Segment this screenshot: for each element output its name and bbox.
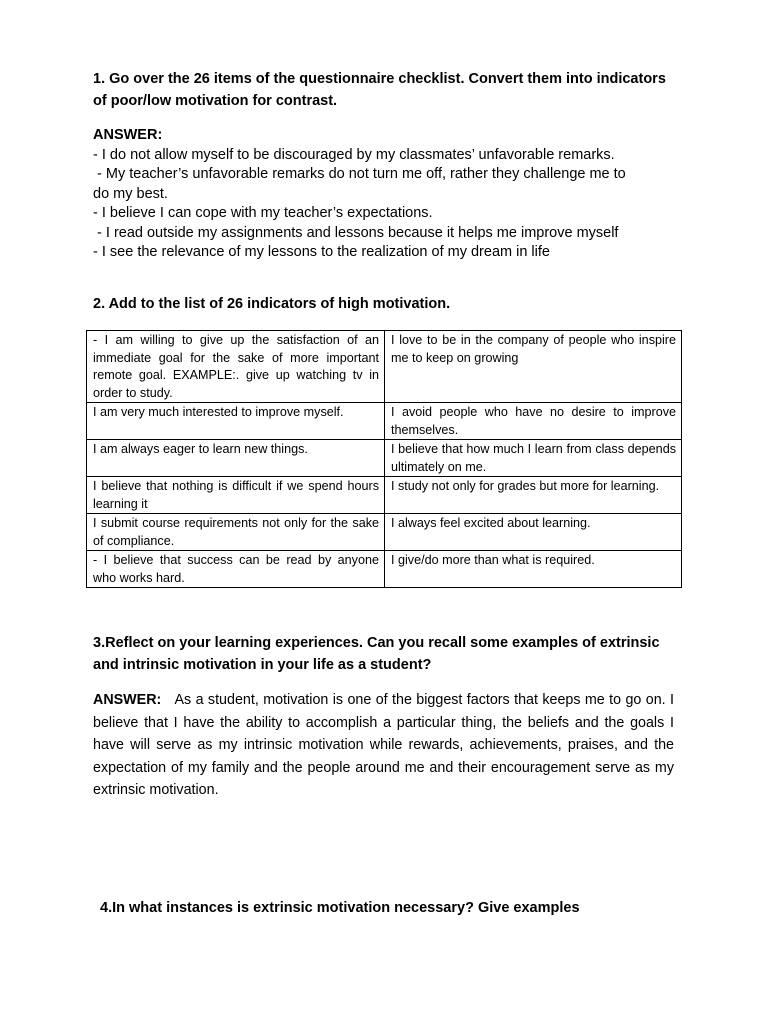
answer-1-line: - My teacher’s unfavorable remarks do not turn me off, rather they challenge me to xyxy=(93,166,626,182)
question-2: 2. Add to the list of 26 indicators of high motivation. xyxy=(93,296,451,312)
answer-1 xyxy=(93,126,683,263)
table-cell: I avoid people who have no desire to improve themselves. xyxy=(385,403,682,440)
table-row xyxy=(87,403,682,440)
question-1-line-2: of poor/low motivation for contrast. xyxy=(93,93,338,109)
table-row xyxy=(87,551,682,588)
table-row xyxy=(87,477,682,514)
table-row xyxy=(87,440,682,477)
answer-3 xyxy=(93,689,674,802)
table-cell: I study not only for grades but more for learning. xyxy=(385,477,682,514)
table-cell: I believe that nothing is difficult if we spend hours learning it xyxy=(87,477,385,514)
question-3 xyxy=(93,632,683,676)
table-cell: I believe that how much I learn from class depends ultimately on me. xyxy=(385,440,682,477)
answer-1-line: - I see the relevance of my lessons to the realization of my dream in life xyxy=(93,244,550,260)
table-cell: I am always eager to learn new things. xyxy=(87,440,385,477)
answer-1-line: - I read outside my assignments and lessons because it helps me improve myself xyxy=(93,224,619,241)
answer-3-label: ANSWER: xyxy=(93,692,162,708)
question-1-line-1: 1. Go over the 26 items of the questionnaire checklist. Convert them into indicators xyxy=(93,71,666,87)
table-row xyxy=(87,331,682,403)
question-3-line-2: and intrinsic motivation in your life as a student? xyxy=(93,657,432,673)
table-cell: I am very much interested to improve myself. xyxy=(87,403,385,440)
table-cell: I give/do more than what is required. xyxy=(385,551,682,588)
table-cell: I submit course requirements not only for the sake of compliance. xyxy=(87,514,385,551)
answer-1-line: - I believe I can cope with my teacher’s expectations. xyxy=(93,205,433,221)
answer-1-line: - I do not allow myself to be discouraged by my classmates’ unfavorable remarks. xyxy=(93,146,615,163)
answer-1-line: do my best. xyxy=(93,185,168,202)
answer-3-text: As a student, motivation is one of the biggest factors that keeps me to go on. I believe that I have the ability to accomplish a particular thing, the beliefs and the goals I have will serve as my intrinsic motivation while rewards, achievements, praises, and the expectation of my family and the people around me and their encouragement serve as my extrinsic motivation. xyxy=(93,692,674,798)
table-row xyxy=(87,514,682,551)
table-cell: I always feel excited about learning. xyxy=(385,514,682,551)
question-1 xyxy=(93,68,683,112)
question-3-line-1: 3.Reflect on your learning experiences. Can you recall some examples of extrinsic xyxy=(93,635,660,651)
answer-1-label: ANSWER: xyxy=(93,127,163,143)
question-4: 4.In what instances is extrinsic motivation necessary? Give examples xyxy=(100,900,580,916)
table-cell: - I am willing to give up the satisfaction of an immediate goal for the sake of more important remote goal. EXAMPLE:. give up watching tv in order to study. xyxy=(87,331,385,403)
table-cell: - I believe that success can be read by anyone who works hard. xyxy=(87,551,385,588)
motivation-indicators-table xyxy=(86,330,682,588)
table-cell: I love to be in the company of people who inspire me to keep on growing xyxy=(385,331,682,403)
